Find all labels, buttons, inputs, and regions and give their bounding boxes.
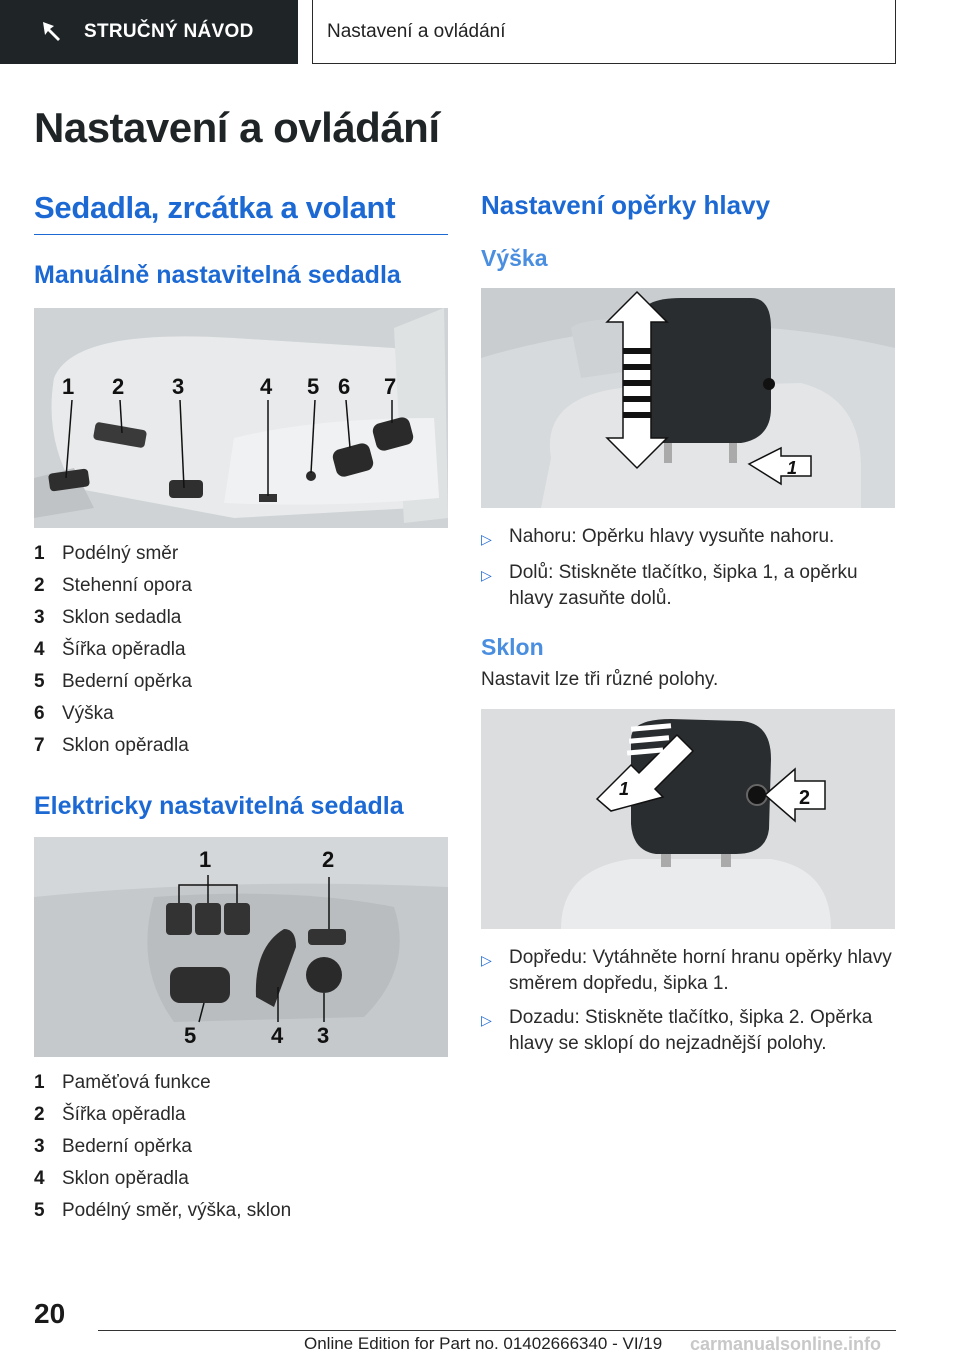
manual-callout-2: 2 xyxy=(112,374,125,399)
right-column xyxy=(481,190,895,1065)
page-title: Nastavení a ovládání xyxy=(34,104,440,151)
manual-callout-3: 3 xyxy=(172,374,185,399)
electric-seats-title: Elektricky nastavitelná sedadla xyxy=(34,792,404,820)
tilt-callout-1: 1 xyxy=(619,779,630,799)
section-title-seats: Sedadla, zrcátka a volant xyxy=(34,190,448,235)
legend-item: 7 Sklon opěradla xyxy=(34,735,189,756)
electric-seat-legend xyxy=(34,1067,448,1227)
header-section-label: Nastavení a ovládání xyxy=(327,20,506,42)
height-callout-1: 1 xyxy=(787,458,798,478)
list-item: ▷ Dopředu: Vytáhněte horní hranu opěrky hlavy směrem dopředu, šipka 1. xyxy=(481,945,895,997)
height-instructions xyxy=(481,524,895,612)
manual-seat-figure xyxy=(34,308,448,528)
manual-seat-illustration xyxy=(34,308,448,528)
manual-seat-legend xyxy=(34,538,448,762)
list-item: ▷ Nahoru: Opěrku hlavy vysuňte nahoru. xyxy=(481,524,895,552)
triangle-bullet-icon: ▷ xyxy=(481,952,492,968)
manual-callout-5: 5 xyxy=(307,374,320,399)
legend-item: 4 Šířka opěradla xyxy=(34,639,186,660)
electric-seat-illustration xyxy=(34,837,448,1057)
watermark: carmanualsonline.info xyxy=(690,1334,882,1354)
legend-item: 2 Šířka opěradla xyxy=(34,1104,186,1125)
manual-callout-1: 1 xyxy=(62,374,75,399)
legend-item: 2 Stehenní opora xyxy=(34,575,192,596)
manual-callout-7: 7 xyxy=(384,374,397,399)
header-tab[interactable] xyxy=(0,0,298,64)
legend-item: 6 Výška xyxy=(34,703,114,724)
tilt-instructions xyxy=(481,945,895,1057)
legend-item: 1 Paměťová funkce xyxy=(34,1072,211,1093)
electric-callout-3: 3 xyxy=(317,1023,330,1048)
electric-callout-1: 1 xyxy=(199,847,212,872)
electric-seat-figure xyxy=(34,837,448,1057)
list-item: ▷ Dolů: Stiskněte tlačítko, šipka 1, a opěrku hlavy zasuňte dolů. xyxy=(481,560,895,612)
left-column xyxy=(34,190,448,1227)
legend-item: 3 Sklon sedadla xyxy=(34,607,182,628)
headrest-tilt-illustration xyxy=(481,709,895,929)
electric-callout-5: 5 xyxy=(184,1023,197,1048)
legend-item: 5 Bederní opěrka xyxy=(34,671,192,692)
page-number: 20 xyxy=(34,1298,66,1329)
legend-item: 3 Bederní opěrka xyxy=(34,1136,192,1157)
height-title: Výška xyxy=(481,245,548,271)
electric-callout-2: 2 xyxy=(322,847,335,872)
header-tab-label: STRUČNÝ NÁVOD xyxy=(84,21,254,42)
legend-item: 5 Podélný směr, výška, sklon xyxy=(34,1200,292,1221)
list-item: ▷ Dozadu: Stiskněte tlačítko, šipka 2. Opěrka hlavy se sklopí do nejzadnější polohy. xyxy=(481,1005,895,1057)
header-section[interactable] xyxy=(312,0,896,64)
pointer-icon xyxy=(40,19,66,45)
triangle-bullet-icon: ▷ xyxy=(481,531,492,547)
footer-edition: Online Edition for Part no. 01402666340 - VI/19 xyxy=(304,1334,663,1353)
electric-callout-4: 4 xyxy=(271,1023,284,1048)
legend-item: 1 Podélný směr xyxy=(34,543,179,564)
triangle-bullet-icon: ▷ xyxy=(481,1012,492,1028)
headrest-title: Nastavení opěrky hlavy xyxy=(481,190,771,220)
headrest-height-illustration xyxy=(481,288,895,508)
triangle-bullet-icon: ▷ xyxy=(481,567,492,583)
headrest-height-figure xyxy=(481,288,895,508)
manual-seats-title: Manuálně nastavitelná sedadla xyxy=(34,261,401,289)
manual-callout-4: 4 xyxy=(260,374,273,399)
tilt-intro: Nastavit lze tři různé polohy. xyxy=(481,669,719,690)
legend-item: 4 Sklon opěradla xyxy=(34,1168,189,1189)
headrest-tilt-figure xyxy=(481,709,895,929)
tilt-title: Sklon xyxy=(481,634,544,660)
tilt-callout-2: 2 xyxy=(799,787,811,809)
footer-divider xyxy=(98,1330,896,1331)
manual-callout-6: 6 xyxy=(338,374,351,399)
